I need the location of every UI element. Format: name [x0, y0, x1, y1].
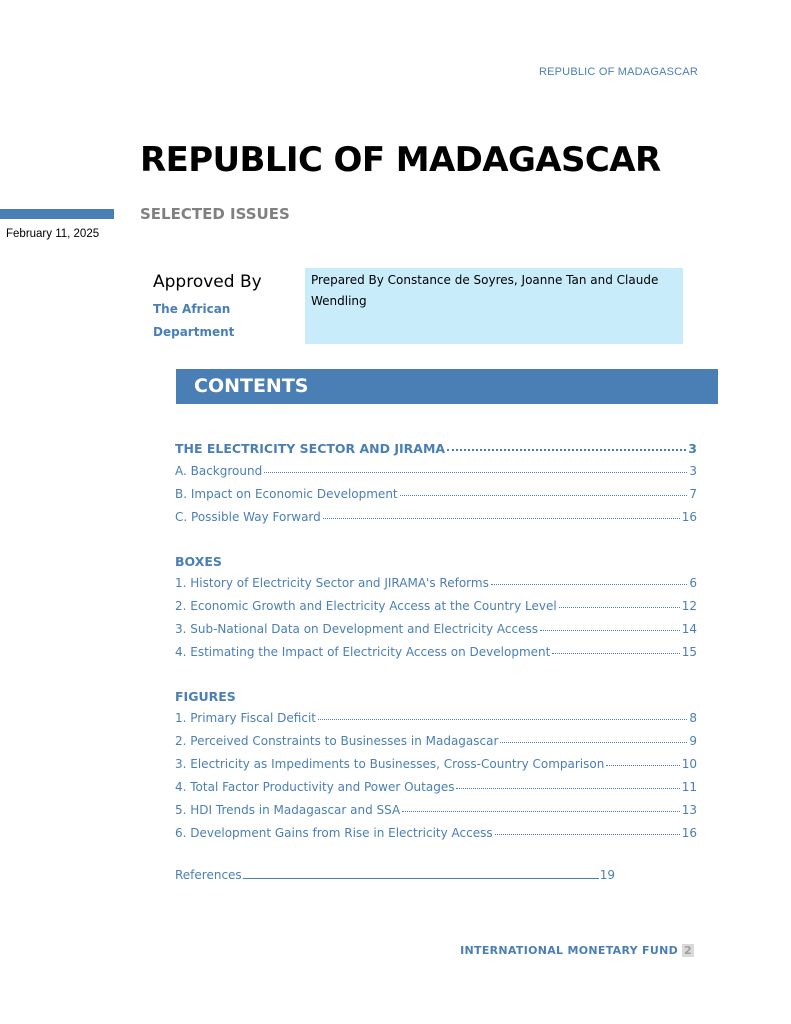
dot-leader: [552, 640, 679, 654]
toc-entry-page: 12: [681, 599, 697, 613]
boxes-heading: BOXES: [175, 554, 222, 569]
toc-entry-title: 5. HDI Trends in Madagascar and SSA: [175, 803, 401, 817]
toc-section-entry[interactable]: [175, 507, 697, 530]
document-title: REPUBLIC OF MADAGASCAR: [140, 140, 661, 180]
toc-section-entry[interactable]: [175, 484, 697, 507]
approved-by-label: Approved By: [153, 272, 262, 292]
toc-entry-page: 13: [681, 803, 697, 817]
toc-entry-title: 2. Perceived Constraints to Businesses in Madagascar: [175, 734, 499, 748]
toc-references-entry[interactable]: [175, 866, 615, 882]
underline-leader: [243, 866, 599, 879]
page-number: 2: [684, 944, 692, 957]
toc-entry-title: C. Possible Way Forward: [175, 510, 321, 524]
toc-figure-entry[interactable]: [175, 823, 697, 846]
dot-leader: [559, 594, 680, 608]
dot-leader: [606, 752, 679, 766]
toc-entry-title: B. Impact on Economic Development: [175, 487, 398, 501]
dot-leader: [264, 459, 687, 473]
accent-bar: [0, 209, 114, 219]
toc-entry-page: 14: [681, 622, 697, 636]
toc-entry-title: THE ELECTRICITY SECTOR AND JIRAMA: [175, 441, 446, 456]
page-footer: [400, 944, 694, 957]
toc-entry-page: 6: [689, 576, 697, 590]
approved-by-org: The African Department: [153, 302, 235, 339]
dot-leader: [491, 571, 688, 585]
toc-entry-page: 19: [599, 868, 615, 882]
toc-entry-page: 16: [681, 826, 697, 840]
toc-figure-entry[interactable]: [175, 708, 697, 731]
toc-entry-page: 10: [681, 757, 697, 771]
toc-figure-entry[interactable]: [175, 777, 697, 800]
document-date: February 11, 2025: [6, 228, 100, 240]
toc-entry-title: 4. Total Factor Productivity and Power Outages: [175, 780, 455, 794]
running-header: REPUBLIC OF MADAGASCAR: [538, 66, 698, 78]
figures-heading: FIGURES: [175, 689, 236, 704]
toc-entry-title: 6. Development Gains from Rise in Electricity Access: [175, 826, 493, 840]
prepared-by-box: Prepared By Constance de Soyres, Joanne Tan and Claude Wendling: [305, 268, 683, 344]
toc-entry-page: 9: [689, 734, 697, 748]
toc-main-entry[interactable]: [175, 438, 697, 461]
dot-leader: [456, 775, 679, 789]
dot-leader: [500, 729, 687, 743]
toc-entry-title: 2. Economic Growth and Electricity Access at the Country Level: [175, 599, 557, 613]
dot-leader: [323, 505, 680, 519]
toc-entry-title: 4. Estimating the Impact of Electricity Access on Development: [175, 645, 551, 659]
dot-leader: [402, 798, 680, 812]
document-subtitle: SELECTED ISSUES: [140, 205, 290, 223]
dot-leader: [400, 482, 688, 496]
toc-box-entry[interactable]: [175, 573, 697, 596]
dot-leader: [495, 821, 680, 835]
toc-entry-page: 3: [688, 441, 697, 456]
contents-heading: CONTENTS: [176, 369, 718, 404]
dot-leader: [447, 436, 686, 451]
toc-entry-title: 1. History of Electricity Sector and JIRAMA's Reforms: [175, 576, 489, 590]
toc-box-entry[interactable]: [175, 596, 697, 619]
toc-entry-title: 1. Primary Fiscal Deficit: [175, 711, 316, 725]
toc-box-entry[interactable]: [175, 642, 697, 665]
toc-figure-entry[interactable]: [175, 754, 697, 777]
toc-figure-entry[interactable]: [175, 800, 697, 823]
toc-entry-page: 11: [681, 780, 697, 794]
toc-entry-title: 3. Sub-National Data on Development and Electricity Access: [175, 622, 538, 636]
toc-section-entry[interactable]: [175, 461, 697, 484]
toc-entry-title: 3. Electricity as Impediments to Businesses, Cross-Country Comparison: [175, 757, 605, 771]
toc-box-entry[interactable]: [175, 619, 697, 642]
toc-entry-page: 3: [689, 464, 697, 478]
toc-entry-title: References: [175, 868, 242, 882]
toc-entry-page: 16: [681, 510, 697, 524]
dot-leader: [318, 706, 687, 720]
toc-entry-page: 8: [689, 711, 697, 725]
toc-entry-page: 15: [681, 645, 697, 659]
dot-leader: [540, 617, 680, 631]
toc-entry-title: A. Background: [175, 464, 263, 478]
toc-entry-page: 7: [689, 487, 697, 501]
toc-figure-entry[interactable]: [175, 731, 697, 754]
footer-org: INTERNATIONAL MONETARY FUND: [460, 944, 679, 957]
table-of-contents: [175, 438, 697, 846]
